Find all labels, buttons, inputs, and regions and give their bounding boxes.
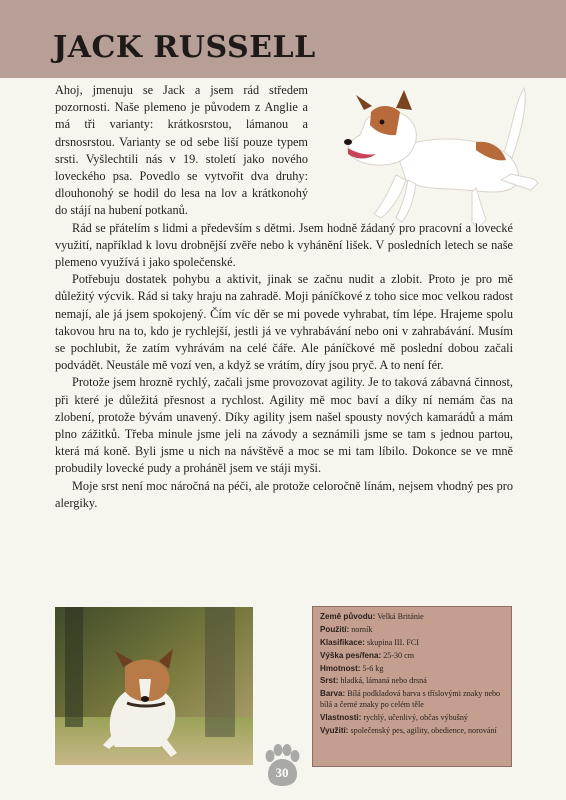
info-traits: Vlastnosti: rychlý, učenlivý, občas výbušný — [320, 712, 468, 722]
paragraph-4: Protože jsem hrozně rychlý, začali jsme provozovat agility. Je to taková zábavná činnost, při které je důležitá přesnost a rychlost. Agility mě moc baví a díky ní nemám čas na zlobení, protože bývám unavený. Díky agility jsem našel spousty nových kamarádů a mám plno zážitků. Třeba minule jsme jeli na závody a seznámili jsme se tam s jednou partou, která má koně. Byli jsme u nich na návštěvě a moc se mi tam líbilo. Dokonce se ve mně probudily lovecké pudy a proháněl jsem ve stáji myši. — [55, 375, 513, 476]
info-weight: Hmotnost: 5-6 kg — [320, 663, 384, 673]
paragraph-2: Rád se přátelím s lidmi a především s dětmi. Jsem hodně žádaný pro pracovní a lovecké využití, například k lovu drobnější zvěře nebo k vyhánění lišek. V posledních letech se naše plemeno využívá i jako společenské. — [55, 220, 513, 270]
info-color: Barva: Bílá podkladová barva s tříslovými znaky nebo bílá a černé znaky po celém těle — [320, 689, 501, 709]
breed-info-box — [312, 606, 512, 767]
info-classification: Klasifikace: skupina III. FCI — [320, 637, 419, 647]
article-text — [55, 82, 513, 512]
info-use: Použití: norník — [320, 624, 373, 634]
info-height: Výška pes/fena: 25-30 cm — [320, 650, 415, 660]
info-utilization: Využití: společenský pes, agility, obedience, norování — [320, 725, 497, 735]
running-dog-photo — [55, 607, 253, 765]
info-coat: Srst: hladká, lámaná nebo drsná — [320, 676, 427, 686]
paragraph-3: Potřebuju dostatek pohybu a aktivit, jinak se začnu nudit a zlobit. Proto je pro mě důležitý výcvik. Rád si taky hraju na zahradě. Moji páníčkové z toho sice moc velkou radost nemají, ale já jsem spokojený. Čím víc děr se mi povede vyhrabat, tím lépe. Hrajeme spolu takovou hru na to, kdo je rychlejší, jestli já ve vyhrabávání nebo oni v zahrabávání. Musím se pochlubit, že zatím vyhrávám na celé čáře. Ale páníčkové mě poslední dobou začali podvádět. Neustále mě vozí ven, a když se vrátím, díry jsou pryč. A to není fér. — [55, 272, 513, 373]
paragraph-1: Ahoj, jmenuju se Jack a jsem rád středem pozornosti. Naše plemeno je původem z Anglie a má tři varianty: krátkosrstou, lámanou a drsnosrstou. Varianty se od sebe liší pouze typem srsti. Vyšlechtili nás v 19. století jako nového loveckého psa. Povedlo se vytvořit dva druhy: dlouhonohý se hodil do lesa na lov a krátkonohý do stájí na hubení potkanů. — [55, 83, 308, 218]
page-title: JACK RUSSELL — [53, 30, 316, 65]
paragraph-5: Moje srst není moc náročná na péči, ale protože celoročně línám, nejsem vhodný pes pro alergiky. — [55, 478, 513, 510]
page-number: 30 — [275, 765, 289, 780]
info-origin: Země původu: Velká Británie — [320, 612, 424, 621]
